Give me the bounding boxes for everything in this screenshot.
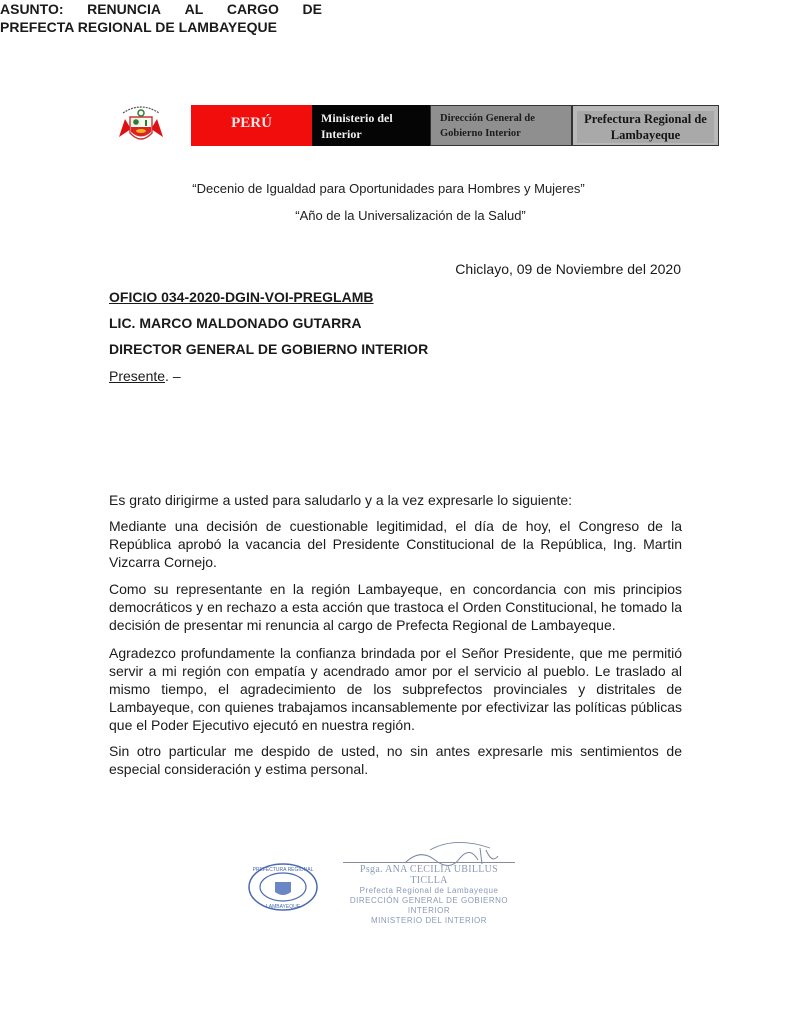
presente-word: Presente xyxy=(109,368,166,384)
direction-line-2: Gobierno Interior xyxy=(440,128,521,139)
body-paragraph-greeting: Es grato dirigirme a usted para saludarlo y a la vez expresarle lo siguiente: xyxy=(109,492,573,508)
body-paragraph-resignation: Como su representante en la región Lambayeque, en concordancia con mis principios democráticos y en rechazo a esta acción que trastoca el Orden Constitucional, he tomado la decisión de presentar mi renuncia al cargo de Prefecta Regional de Lambayeque. xyxy=(109,581,682,633)
presente-suffix: . – xyxy=(165,368,181,384)
prefecture-line-2: Lambayeque xyxy=(610,128,681,142)
signature-block xyxy=(343,862,515,926)
subject-word: ASUNTO: xyxy=(0,1,64,17)
motto-year: “Año de la Universalización de la Salud” xyxy=(295,208,526,223)
svg-text:PREFECTURA REGIONAL: PREFECTURA REGIONAL xyxy=(252,867,314,873)
header-peru-label: PERÚ xyxy=(191,105,312,146)
ministry-line-1: Ministerio del xyxy=(321,111,393,125)
body-paragraph-gratitude: Agradezco profundamente la confianza brindada por el Señor Presidente, que me permitió servir a mi región con empatía y acendrado amor por el servicio al pueblo. Le traslado al mismo tiempo, el agradecimiento de los subprefectos provinciales y distritales de Lambayeque, con quienes trabajamos incansablemente por efectivizar las políticas públicas que el Poder Ejecutivo ejecutó en nuestra región. xyxy=(109,645,682,733)
svg-text:LAMBAYEQUE: LAMBAYEQUE xyxy=(265,904,301,910)
body-paragraph-vacancy: Mediante una decisión de cuestionable legitimidad, el día de hoy, el Congreso de la República aprobó la vacancia del Presidente Constitucional de la República, Ing. Martin Vizcarra Cornejo. xyxy=(109,518,682,570)
subject-word: DE xyxy=(302,1,322,17)
signatory-ministry: MINISTERIO DEL INTERIOR xyxy=(370,916,488,925)
recipient-title: DIRECTOR GENERAL DE GOBIERNO INTERIOR xyxy=(109,341,429,357)
signatory-office: DIRECCIÓN GENERAL DE GOBIERNO INTERIOR xyxy=(349,896,509,915)
subject-block xyxy=(0,0,322,36)
subject-word: AL xyxy=(184,1,204,17)
body-paragraph-closing: Sin otro particular me despido de usted, no sin antes expresarle mis sentimientos de especial consideración y estima personal. xyxy=(109,743,682,777)
direction-line-1: Dirección General de xyxy=(440,113,535,124)
header-ministry-label xyxy=(312,105,430,146)
salutation-presente xyxy=(109,367,181,385)
subject-word: RENUNCIA xyxy=(87,1,161,17)
signatory-name: Psga. ANA CECILIA UBILLUS TICLLA xyxy=(343,862,515,886)
peru-coat-of-arms-icon xyxy=(115,99,167,151)
motto-decade: “Decenio de Igualdad para Oportunidades para Hombres y Mujeres” xyxy=(192,181,585,196)
subject-word: CARGO xyxy=(226,1,279,17)
header-prefecture-label xyxy=(572,105,719,146)
header-direction-label xyxy=(430,105,572,146)
subject-line-2: PREFECTA REGIONAL DE LAMBAYEQUE xyxy=(0,19,277,35)
prefecture-line-1: Prefectura Regional de xyxy=(584,112,707,126)
place-date: Chiclayo, 09 de Noviembre del 2020 xyxy=(455,261,681,277)
signatory-position: Prefecta Regional de Lambayeque xyxy=(359,886,499,895)
document-reference: OFICIO 034-2020-DGIN-VOI-PREGLAMB xyxy=(109,289,374,305)
ministry-line-2: Interior xyxy=(321,127,362,141)
recipient-name: LIC. MARCO MALDONADO GUTARRA xyxy=(109,315,362,331)
subject-line-1 xyxy=(0,0,322,18)
official-seal-icon xyxy=(247,862,319,912)
